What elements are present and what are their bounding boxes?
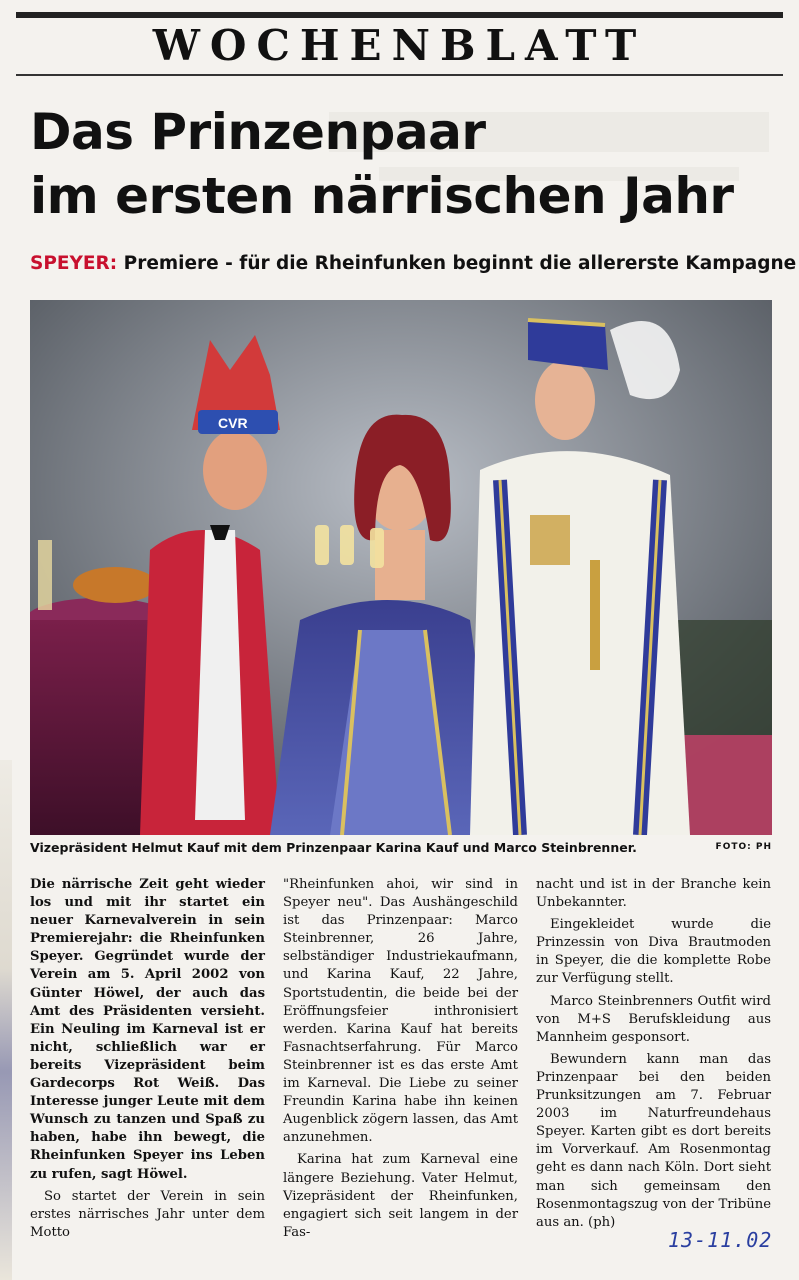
photo-illustration — [30, 300, 772, 835]
headline-line-2: im ersten närrischen Jahr — [30, 167, 734, 225]
headline — [30, 100, 770, 228]
subline-text: Premiere - für die Rheinfunken beginnt die allererste Kampagne — [117, 253, 797, 274]
handwritten-date-stamp: 13-11.02 — [668, 1228, 773, 1252]
masthead-title: WOCHENBLATT — [152, 21, 647, 70]
masthead-top-rule — [16, 12, 783, 18]
article-paragraph: nacht und ist in der Branche kein Unbekannter. — [536, 877, 771, 911]
photo-credit: FOTO: PH — [715, 842, 772, 852]
article-photo — [30, 300, 772, 835]
article-paragraph: "Rheinfunken ahoi, wir sind in Speyer neu". Das Aushängeschild ist das Prinzenpaar: Marco Steinbrenner, 26 Jahre, selbständiger Industriekaufmann, und Karina Kauf, 22 Jahre, Sportstudentin, die beide bei der Eröffnungsfeier inthronisiert werden. Karina Kauf hat bereits Fasnachtserfahrung. Für Marco Steinbrenner ist es das erste Amt im Karneval. Die Liebe zu seiner Freundin Karina habe ihn keinen Augenblick zögern lassen, das Amt anzunehmen. — [283, 877, 518, 1146]
article-column-1 — [30, 876, 265, 1246]
crown-label: CVR — [218, 415, 248, 431]
article-column-3 — [536, 876, 771, 1236]
article-paragraph: Eingekleidet wurde die Prinzessin von Diva Brautmoden in Speyer, die die komplette Robe zur Verfügung stellt. — [536, 917, 771, 987]
article-paragraph: Marco Steinbrenners Outfit wird von M+S Berufskleidung aus Mannheim gesponsort. — [536, 993, 771, 1045]
masthead-bottom-rule — [16, 74, 783, 76]
article-paragraph: Karina hat zum Karneval eine längere Beziehung. Vater Helmut, Vizepräsident der Rheinfunken, engagiert sich seit langem in der Fas- — [283, 1152, 518, 1240]
scan-edge-strip — [0, 760, 12, 1280]
subline — [30, 253, 797, 274]
article-column-2 — [283, 876, 518, 1246]
article-paragraph: Bewundern kann man das Prinzenpaar bei den beiden Prunksitzungen am 7. Februar 2003 im Naturfreundehaus Speyer. Karten gibt es dort bereits im Vorverkauf. Am Rosenmontag geht es dann nach Köln. Dort sieht man sich gemeinsam den Rosenmontagszug von der Tribüne aus an. (ph) — [536, 1051, 771, 1230]
article-paragraph: So startet der Verein in sein erstes närrisches Jahr unter dem Motto — [30, 1188, 265, 1240]
headline-line-1: Das Prinzenpaar — [30, 103, 486, 161]
subline-kicker: SPEYER: — [30, 253, 118, 274]
photo-caption-row — [30, 840, 772, 860]
article-lead-paragraph: Die närrische Zeit geht wieder los und mit ihr startet ein neuer Karnevalverein in sein Premierejahr: die Rheinfunken Speyer. Gegründet wurde der Verein am 5. April 2002 von Günter Höwel, der auch das Amt des Präsidenten versieht. Ein Neuling im Karneval ist er nicht, schließlich war er bereits Vizepräsident beim Gardecorps Rot Weiß. Das Interesse junger Leute mit dem Wunsch zu tanzen und Spaß zu haben, habe ihn bewegt, die Rheinfunken Speyer ins Leben zu rufen, sagt Höwel. — [30, 877, 265, 1182]
photo-caption: Vizepräsident Helmut Kauf mit dem Prinzenpaar Karina Kauf und Marco Steinbrenner. — [30, 840, 637, 855]
